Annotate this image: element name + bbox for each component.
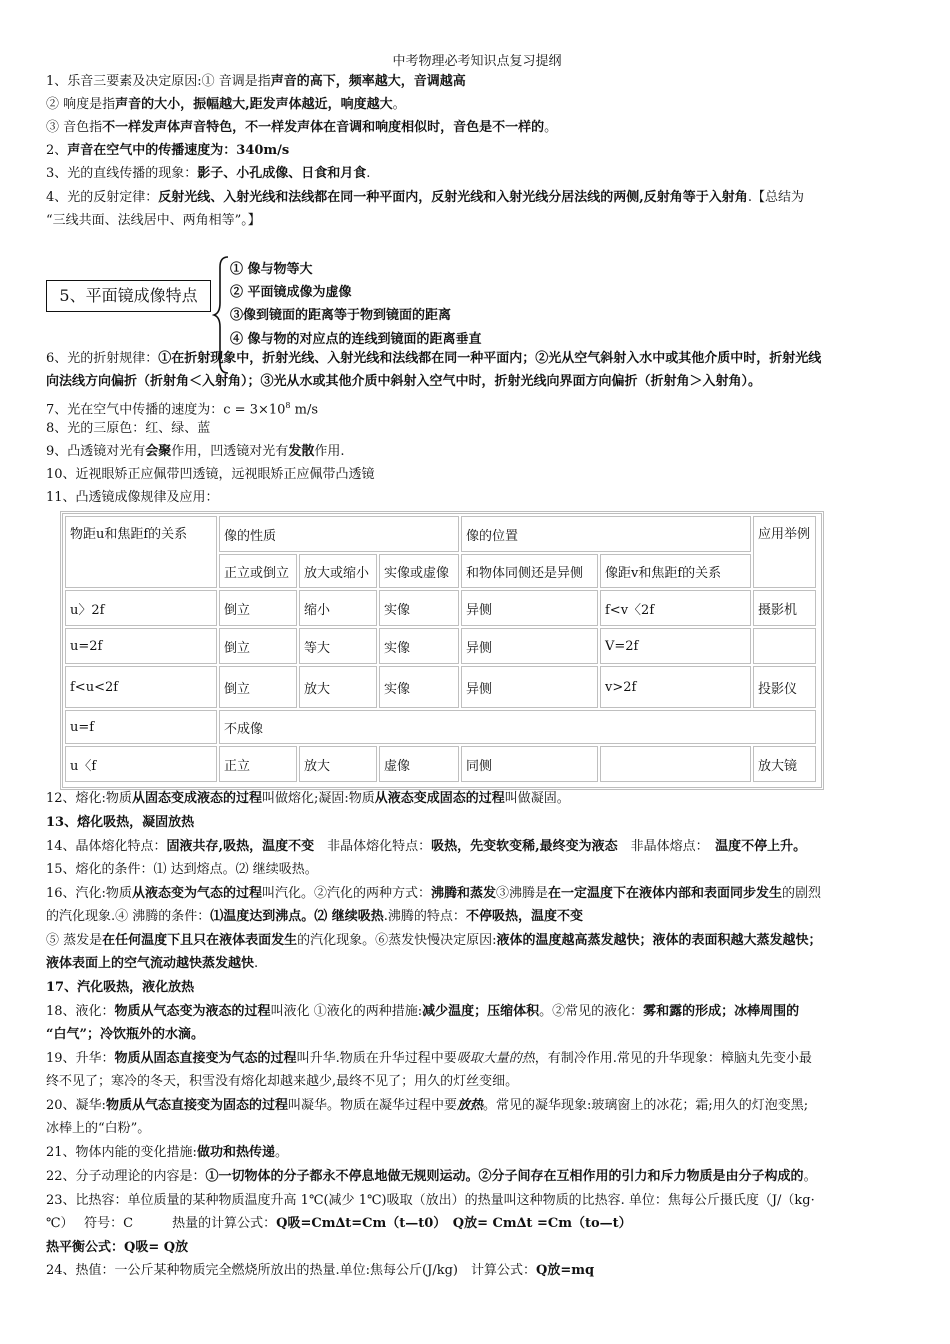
table-cell: 放大镜 <box>753 746 816 782</box>
text-span: 14、晶体熔化特点： <box>46 839 167 854</box>
bold-text: 声音的大小，振幅越大,距发声体越近，响度越大 <box>115 97 393 112</box>
bold-text: 不一样发声体声音特色，不一样发声体在音调和响度相似时，音色是不一样的 <box>102 120 545 135</box>
text-span: 24、热值：一公斤某种物质完全燃烧所放出的热量.单位:焦每公斤(J/kg) 计算公式： <box>46 1263 536 1278</box>
text-line <box>46 187 908 209</box>
text-span: 7、光在空气中传播的速度为：c = 3×10 <box>46 402 286 418</box>
bold-text: 液体表面上的空气流动越快蒸发越快 <box>46 956 255 971</box>
text-span: 19、升华： <box>46 1051 115 1066</box>
bold-text: 声音在空气中的传播速度为：340m/s <box>67 143 290 158</box>
text-line <box>46 953 908 975</box>
text-span: 叫汽化。②汽化的两种方式： <box>261 886 431 901</box>
text-span: 22、分子动理论的内容是： <box>46 1169 206 1184</box>
text-line: 8、光的三原色：红、绿、蓝 <box>46 421 211 436</box>
text-line <box>46 1260 908 1282</box>
text-line <box>46 371 908 393</box>
text-span: 的汽化现象。⑥蒸发快慢决定原因: <box>297 933 497 948</box>
bold-text: 物质从固态直接变为气态的过程 <box>114 1051 297 1066</box>
text-line <box>46 906 908 928</box>
text-span: 2、 <box>46 143 68 158</box>
text-span: 9、凸透镜对光有 <box>46 444 146 459</box>
text-span: ③ 音色指 <box>46 120 103 135</box>
text-line <box>46 1048 908 1070</box>
document-title: 中考物理必考知识点复习提纲 <box>392 54 562 69</box>
table-cell: 同侧 <box>461 746 598 782</box>
text-line: 终不见了；寒冷的冬天，积雪没有熔化却越来越少,最终不见了；用久的灯丝变细。 <box>46 1074 519 1089</box>
table-cell: v>2f <box>600 666 751 708</box>
text-line <box>46 94 908 116</box>
bold-text: 声音的高下，频率越大，音调越高 <box>270 74 466 89</box>
text-line <box>46 1024 908 1046</box>
table-cell: 正立 <box>219 746 297 782</box>
brace-item: ④ 像与物的对应点的连线到镜面的距离垂直 <box>230 332 482 347</box>
text-span: 16、汽化:物质 <box>46 886 132 901</box>
table-cell: f<u<2f <box>65 666 217 708</box>
table-header-cell: 正立或倒立 <box>219 554 297 588</box>
text-span: 的剧烈 <box>782 886 822 901</box>
bold-text: 17、汽化吸热，液化放热 <box>46 980 195 995</box>
bold-text: ①在折射现象中，折射光线、入射光线和法线都在同一种平面内；②光从空气斜射入水中或其他介质中时，折射光线 <box>158 351 822 366</box>
table-cell: 异侧 <box>461 590 598 626</box>
bold-text: 热平衡公式：Q吸= Q放 <box>46 1240 189 1255</box>
text-span: 叫做凝固。 <box>504 791 570 806</box>
bold-text: 温度不停上升。 <box>715 839 807 854</box>
text-line <box>46 836 908 858</box>
text-line: 10、近视眼矫正应佩带凹透镜，远视眼矫正应佩带凸透镜 <box>46 467 375 482</box>
text-span: 。 <box>274 1145 288 1160</box>
text-line <box>46 1213 908 1235</box>
text-line: 23、比热容：单位质量的某种物质温度升高 1℃(减少 1℃)吸取（放出）的热量叫这种物质的比热容. 单位：焦每公斤摄氏度（J/（kg· <box>46 1193 815 1208</box>
bold-text: 物质从气态直接变为固态的过程 <box>105 1098 288 1113</box>
text-span: 非晶体熔化特点： <box>314 839 432 854</box>
table-cell: 等大 <box>299 628 377 664</box>
text-span: ② 响度是指 <box>46 97 116 112</box>
table-cell: 放大 <box>299 666 377 708</box>
bold-text: 向法线方向偏折（折射角＜入射角）；③光从水或其他介质中斜射入空气中时，折射光线向界面方向偏折（折射角＞入射角）。 <box>46 374 762 389</box>
superscript: 8 <box>285 401 291 410</box>
table-header-cell: 应用举例 <box>753 516 816 588</box>
text-span: 21、物体内能的变化措施: <box>46 1145 197 1160</box>
bold-text: 吸热，先变软变稀,最终变为液态 <box>431 839 618 854</box>
bold-text: 反射光线、入射光线和法线都在同一种平面内，反射光线和入射光线分居法线的两侧,反射角等于入射角 <box>158 190 748 205</box>
text-line <box>46 1095 908 1117</box>
bold-text: 液体的温度越高蒸发越快；液体的表面积越大蒸发越快； <box>496 933 822 948</box>
table-header-cell: 像的性质 <box>219 516 459 552</box>
text-span: 18、液化： <box>46 1004 115 1019</box>
table-header-cell: 物距u和焦距f的关系 <box>65 516 217 588</box>
table-cell: 异侧 <box>461 628 598 664</box>
text-line <box>46 930 908 952</box>
table-cell: 虚像 <box>379 746 459 782</box>
bold-text: 固液共存,吸热，温度不变 <box>166 839 315 854</box>
text-span: .沸腾的特点： <box>383 909 466 924</box>
bold-text: 从液态变为气态的过程 <box>131 886 262 901</box>
text-span: 叫做熔化;凝固:物质 <box>261 791 375 806</box>
text-span: 作用. <box>314 444 345 459</box>
bold-text: 影子、小孔成像、日食和月食 <box>197 166 367 181</box>
text-line <box>46 441 908 463</box>
text-span: 1、乐音三要素及决定原因:① 音调是指 <box>46 74 271 89</box>
table-cell: 倒立 <box>219 666 297 708</box>
bold-text: 做功和热传递 <box>196 1145 275 1160</box>
bold-text: 不停吸热，温度不变 <box>465 909 583 924</box>
text-span: ℃） 符号：C 热量的计算公式： <box>46 1216 277 1231</box>
table-cell: u〈f <box>65 746 217 782</box>
bold-text: ⑴温度达到沸点。⑵ 继续吸热 <box>210 909 384 924</box>
table-header-cell: 放大或缩小 <box>299 554 377 588</box>
italic-text: 吸取大量的热 <box>456 1051 535 1066</box>
text-span: 3、光的直线传播的现象： <box>46 166 198 181</box>
table-cell <box>753 628 816 664</box>
text-line <box>46 140 908 162</box>
text-line <box>46 1142 908 1164</box>
table-cell: 不成像 <box>219 710 816 744</box>
table-cell: 倒立 <box>219 590 297 626</box>
bold-text: Q吸=Cm∆t=Cm（t—t0） Q放= Cm∆t =Cm（to—t） <box>276 1216 632 1231</box>
table-cell: 实像 <box>379 590 459 626</box>
table-header-cell: 实像或虚像 <box>379 554 459 588</box>
text-line <box>46 163 908 185</box>
text-line <box>46 348 908 370</box>
bold-text: 在一定温度下在液体内部和表面同步发生 <box>548 886 783 901</box>
text-line <box>46 883 908 905</box>
text-span: 。 <box>392 97 406 112</box>
section-box-label: 5、平面镜成像特点 <box>46 280 211 312</box>
text-span: ③沸腾是 <box>495 886 548 901</box>
text-span: 6、光的折射规律： <box>46 351 159 366</box>
table-cell: 实像 <box>379 628 459 664</box>
table-header-cell: 和物体同侧还是异侧 <box>461 554 598 588</box>
bold-text: “白气”；冷饮瓶外的水滴。 <box>46 1027 204 1042</box>
bold-text: Q放=mq <box>536 1263 595 1278</box>
text-line: “三线共面、法线居中、两角相等”。】 <box>46 213 261 228</box>
bold-text: ①一切物体的分子都永不停息地做无规则运动。②分子间存在互相作用的引力和斥力物质是由分子构成的 <box>205 1169 804 1184</box>
text-span: .【总结为 <box>747 190 804 205</box>
text-line <box>46 1001 908 1023</box>
brace-item: ② 平面镜成像为虚像 <box>230 285 352 300</box>
text-span: 。 <box>803 1169 817 1184</box>
table-cell: u=2f <box>65 628 217 664</box>
text-line <box>46 71 908 93</box>
text-span: 作用，凹透镜对光有 <box>171 444 289 459</box>
text-span: 叫升华.物质在升华过程中要 <box>296 1051 457 1066</box>
text-span: m/s <box>290 402 319 418</box>
text-span: 。②常见的液化： <box>539 1004 644 1019</box>
text-line: 15、熔化的条件：⑴ 达到熔点。⑵ 继续吸热。 <box>46 862 318 877</box>
text-span: 20、凝华: <box>46 1098 106 1113</box>
table-cell: 缩小 <box>299 590 377 626</box>
table-cell: u=f <box>65 710 217 744</box>
table-cell: u〉2f <box>65 590 217 626</box>
text-span: 。常见的凝华现象:玻璃窗上的冰花；霜;用久的灯泡变黑; <box>482 1098 809 1113</box>
text-span: 叫凝华。物质在凝华过程中要 <box>287 1098 457 1113</box>
text-line <box>46 1237 908 1259</box>
text-span: 12、熔化:物质 <box>46 791 132 806</box>
text-span: ⑤ 蒸发是 <box>46 933 103 948</box>
italic-bold-text: 放热 <box>456 1098 483 1113</box>
text-line <box>46 812 908 834</box>
table-cell: 实像 <box>379 666 459 708</box>
table-cell <box>600 746 751 782</box>
brace-item: ① 像与物等大 <box>230 262 313 277</box>
table-cell: 异侧 <box>461 666 598 708</box>
bold-text: 会聚 <box>145 444 172 459</box>
table-cell: f<v〈2f <box>600 590 751 626</box>
text-span: 4、光的反射定律： <box>46 190 159 205</box>
table-cell: 倒立 <box>219 628 297 664</box>
bold-text: 在任何温度下且只在液体表面发生 <box>102 933 298 948</box>
bold-text: 物质从气态变为液态的过程 <box>114 1004 271 1019</box>
text-line <box>46 1166 908 1188</box>
bold-text: 发散 <box>288 444 315 459</box>
text-span: 叫液化 ①液化的两种措施: <box>270 1004 423 1019</box>
table-cell: 摄影机 <box>753 590 816 626</box>
text-span: . <box>366 166 371 181</box>
bold-text: 从液态变成固态的过程 <box>374 791 505 806</box>
text-line: 11、凸透镜成像规律及应用： <box>46 490 219 505</box>
bold-text: 沸腾和蒸发 <box>430 886 496 901</box>
text-line <box>46 977 908 999</box>
table-cell: 放大 <box>299 746 377 782</box>
text-line: 冰棒上的“白粉”。 <box>46 1121 151 1136</box>
text-line <box>46 788 908 810</box>
lens-table <box>60 511 824 790</box>
bold-text: 13、熔化吸热，凝固放热 <box>46 815 195 830</box>
brace-item: ③像到镜面的距离等于物到镜面的距离 <box>230 308 452 323</box>
text-span: 非晶体熔点： <box>617 839 716 854</box>
table-cell: 投影仪 <box>753 666 816 708</box>
text-span: 。 <box>544 120 558 135</box>
bold-text: 从固态变成液态的过程 <box>131 791 262 806</box>
text-span: . <box>254 956 259 971</box>
text-span: ，有制冷作用.常见的升华现象：樟脑丸先变小最 <box>534 1051 812 1066</box>
table-header-cell: 像距v和焦距f的关系 <box>600 554 751 588</box>
bold-text: 雾和露的形成；冰棒周围的 <box>643 1004 800 1019</box>
text-span: 的汽化现象.④ 沸腾的条件： <box>46 909 211 924</box>
table-header-cell: 像的位置 <box>461 516 751 552</box>
table-cell: V=2f <box>600 628 751 664</box>
text-line <box>46 117 908 139</box>
bold-text: 减少温度；压缩体积 <box>422 1004 540 1019</box>
